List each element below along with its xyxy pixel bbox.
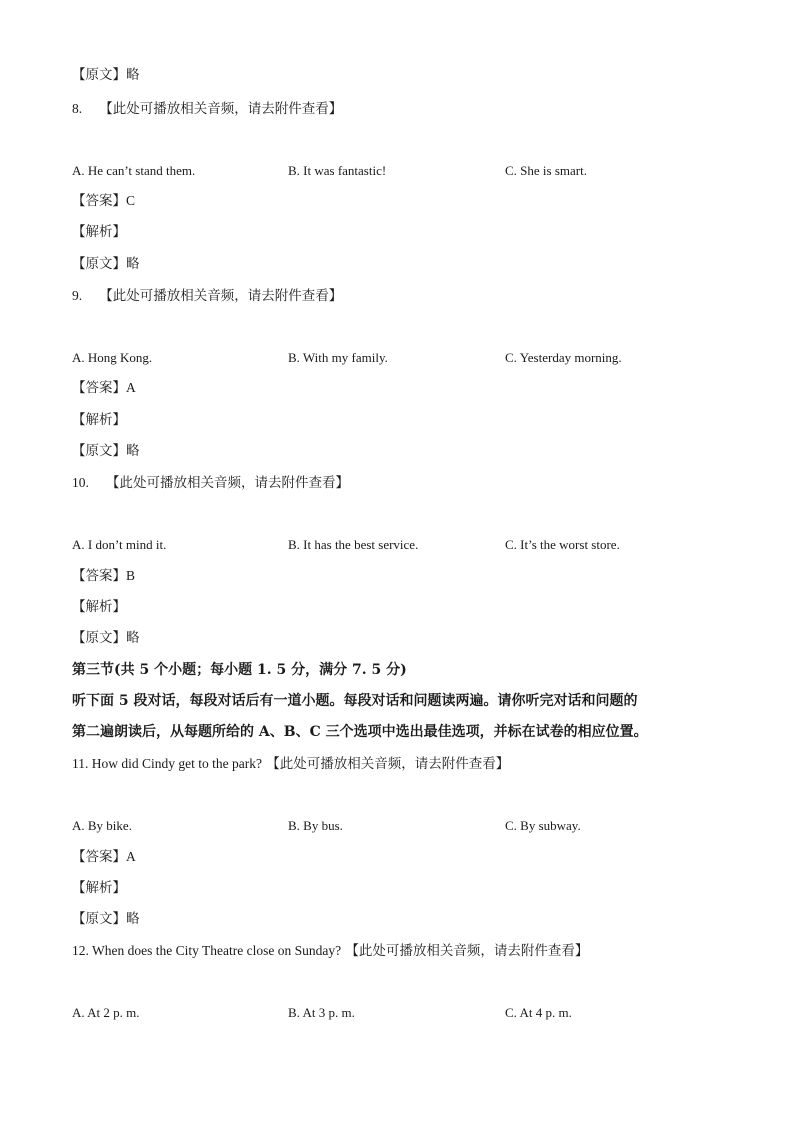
section-3-title: 第三节(共 5 个小题；每小题 1. 5 分，满分 7. 5 分) [72,662,407,678]
option-b: B. It was fantastic! [288,163,387,178]
option-a: A. I don’t mind it. [72,537,167,552]
option-a: A. Hong Kong. [72,350,153,365]
section-3-instruction-2: 第二遍朗读后，从每题所给的 A、B、C 三个选项中选出最佳选项，并标在试卷的相应位置。 [72,724,648,740]
question-9 [72,287,342,305]
original-text-label: 【原文】略 [72,443,140,459]
audio-note: 【此处可播放相关音频，请去附件查看】 [266,756,510,772]
answer-value: A [126,380,136,395]
option-c: C. Yesterday morning. [505,350,622,365]
question-8 [72,100,342,118]
option-a: A. He can’t stand them. [72,163,196,178]
audio-note: 【此处可播放相关音频，请去附件查看】 [99,101,343,117]
option-a: A. At 2 p. m. [72,1005,140,1020]
original-text-label: 【原文】略 [72,256,140,272]
answer-label: 【答案】 [72,193,126,209]
answer-label: 【答案】 [72,380,126,396]
original-text-label: 【原文】略 [72,911,140,927]
option-c: C. By subway. [505,818,581,833]
answer-line [72,567,135,585]
answer-label: 【答案】 [72,568,126,584]
analysis-label: 【解析】 [72,880,126,896]
option-b: B. By bus. [288,818,343,833]
question-11 [72,755,509,773]
question-number: 8. [72,101,83,116]
audio-note: 【此处可播放相关音频，请去附件查看】 [106,475,350,491]
question-number: 10. [72,475,89,490]
option-c: C. She is smart. [505,163,587,178]
answer-value: C [126,193,136,208]
option-b: B. With my family. [288,350,388,365]
option-a: A. By bike. [72,818,132,833]
answer-line [72,848,136,866]
question-text: 12. When does the City Theatre close on Sunday? [72,943,342,958]
option-b: B. At 3 p. m. [288,1005,355,1020]
audio-note: 【此处可播放相关音频，请去附件查看】 [345,943,589,959]
answer-value: A [126,849,136,864]
answer-label: 【答案】 [72,849,126,865]
answer-line [72,192,135,210]
question-10 [72,474,349,492]
original-text-label: 【原文】略 [72,630,140,646]
analysis-label: 【解析】 [72,224,126,240]
option-c: C. At 4 p. m. [505,1005,572,1020]
analysis-label: 【解析】 [72,599,126,615]
audio-note: 【此处可播放相关音频，请去附件查看】 [99,288,343,304]
analysis-label: 【解析】 [72,412,126,428]
original-text-label: 【原文】略 [72,67,140,83]
question-text: 11. How did Cindy get to the park? [72,756,262,771]
question-12 [72,942,588,960]
option-c: C. It’s the worst store. [505,537,620,552]
answer-value: B [126,568,136,583]
section-3-instruction-1: 听下面 5 段对话，每段对话后有一道小题。每段对话和问题读两遍。请你听完对话和问题的 [72,693,638,709]
option-b: B. It has the best service. [288,537,419,552]
answer-line [72,379,136,397]
question-number: 9. [72,288,83,303]
